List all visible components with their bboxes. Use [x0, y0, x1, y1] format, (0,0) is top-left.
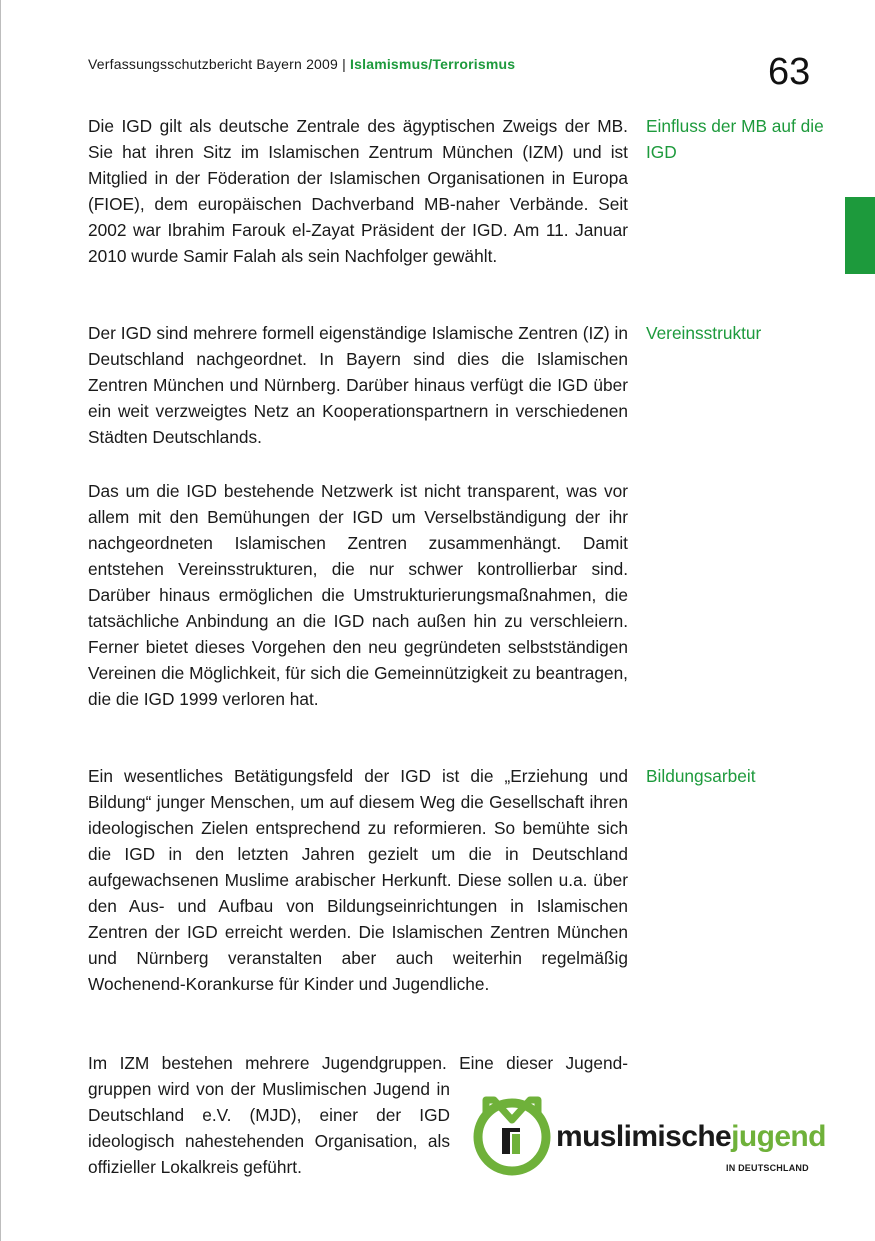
header-section: Islamismus/Terrorismus [350, 56, 516, 72]
header-title: Verfassungsschutzbericht Bayern 2009 [88, 56, 339, 72]
mjd-logo-wordmark [556, 1120, 826, 1154]
paragraph-vereinsstruktur: Der IGD sind mehrere formell eigenständige Islamische Zentren (IZ) in Deutschland nachgeordnet. In Bayern sind dies die Islamischen Zentren München und Nürnberg. Darüber hinaus verfügt die IGD über ein weit verzweigtes Netz an Kooperationspartnern in verschiedenen Städten Deutschlands. [88, 323, 628, 447]
page-left-border [0, 0, 1, 1241]
page-number: 63 [768, 51, 811, 93]
paragraph-bildungsarbeit: Ein wesentliches Betätigungsfeld der IGD ist die „Erziehung und Bildung“ junger Menschen, um auf diesem Weg die Gesellschaft ihren ideologischen Zielen entsprechend zu reformieren. So bemühte sich die IGD in den letzten Jahren gezielt um die in Deutschland aufgewachsenen Muslime arabischer Herkunft. Diese sollen u.a. über den Aus- und Aufbau von Bildungseinrichtungen in Islamischen Zentren der IGD erreicht werden. Die Islamischen Zentren München und Nürnberg veranstalten aber auch weiterhin regelmäßig Wochenend-Korankurse für Kinder und Jugendliche. [88, 766, 628, 994]
paragraph-jugendgruppen-line1: Im IZM bestehen mehrere Jugendgruppen. Eine dieser Jugend- [88, 1053, 628, 1073]
paragraph-jugendgruppen-rest: gruppen wird von der Muslimischen Jugend in Deutschland e.V. (MJD), einer der IGD ideologisch nahestehenden Organisation, als offizieller Lokalkreis geführt. [88, 1079, 450, 1177]
mjd-logo-subtitle: IN DEUTSCHLAND [726, 1163, 809, 1173]
mjd-logo-text-dark: muslimische [556, 1120, 732, 1153]
mjd-logo-text-green: jugend [731, 1120, 826, 1153]
running-header [88, 56, 515, 72]
margin-note-einfluss: Einfluss der MB auf die IGD [646, 116, 824, 162]
mjd-logo-emblem [472, 1094, 552, 1176]
margin-note-vereinsstruktur: Vereinsstruktur [646, 323, 762, 343]
margin-note-bildungsarbeit: Bildungsarbeit [646, 766, 756, 786]
paragraph-igd-zentrale: Die IGD gilt als deutsche Zentrale des ägyptischen Zweigs der MB. Sie hat ihren Sitz im Islamischen Zentrum München (IZM) und ist Mitglied in der Föderation der Islamischen Organisationen in Europa (FIOE), dem europäischen Dachverband MB-naher Verbände. Seit 2002 war Ibrahim Farouk el-Zayat Präsident der IGD. Am 11. Januar 2010 wurde Samir Falah als sein Nachfolger gewählt. [88, 116, 628, 266]
mjd-logo [470, 1092, 826, 1182]
chapter-tab-marker [845, 197, 875, 274]
paragraph-netzwerk: Das um die IGD bestehende Netzwerk ist nicht transparent, was vor allem mit den Bemühungen der IGD um Verselbständigung der ihr nachgeordneten Islamischen Zentren zusammenhängt. Damit entstehen Vereinsstrukturen, die nur schwer kontrollierbar sind. Darüber hinaus ermöglichen die Umstrukturierungsmaßnahmen, die tatsächliche Anbindung an die IGD nach außen hin zu verschleiern. Ferner bietet dieses Vorgehen den neu gegründeten selbstständigen Vereinen die Möglichkeit, für sich die Gemeinnützigkeit zu beantragen, die die IGD 1999 verloren hat. [88, 481, 628, 709]
header-separator: | [342, 56, 346, 72]
